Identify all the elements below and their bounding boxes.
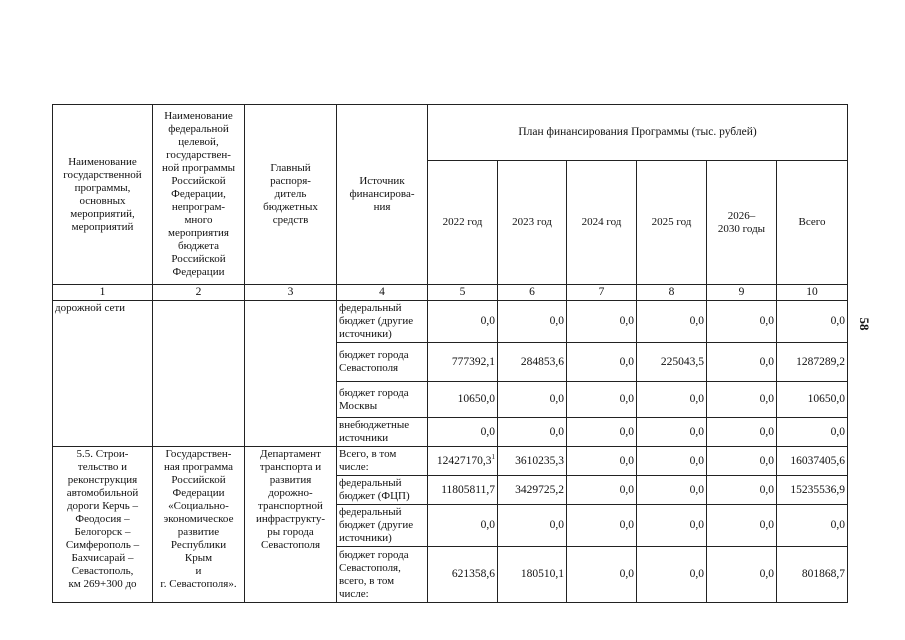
value-cell: 0,0	[637, 301, 707, 343]
header-year-2025: 2025 год	[637, 161, 707, 285]
value-cell: 0,0	[637, 476, 707, 505]
value-cell: 0,0	[637, 547, 707, 603]
column-number-row	[53, 285, 848, 301]
value-cell: 1287289,2	[777, 343, 848, 382]
footnote-marker: 1	[491, 452, 495, 461]
value-cell: 0,0	[777, 418, 848, 447]
col-number: 1	[53, 285, 153, 301]
value-cell: 0,0	[567, 505, 637, 547]
empty-cell	[153, 301, 245, 447]
funding-source-cell: бюджет города Москвы	[337, 382, 428, 418]
funding-source-cell: бюджет города Севастополя	[337, 343, 428, 382]
value-cell: 180510,1	[498, 547, 567, 603]
value-cell: 0,0	[498, 418, 567, 447]
header-year-2026-2030: 2026– 2030 годы	[707, 161, 777, 285]
value-text: 12427170,3	[436, 454, 492, 467]
value-cell: 0,0	[428, 505, 498, 547]
value-cell: 0,0	[498, 301, 567, 343]
value-cell: 801868,7	[777, 547, 848, 603]
col-number: 9	[707, 285, 777, 301]
value-cell: 0,0	[707, 382, 777, 418]
value-cell: 16037405,6	[777, 447, 848, 476]
funding-source-cell: бюджет города Севастополя, всего, в том числе:	[337, 547, 428, 603]
col-number: 6	[498, 285, 567, 301]
header-funding-source: Источник финансирова- ния	[337, 105, 428, 285]
value-cell: 0,0	[498, 505, 567, 547]
value-cell: 10650,0	[428, 382, 498, 418]
col-number: 2	[153, 285, 245, 301]
value-cell: 0,0	[567, 447, 637, 476]
header-federal-program: Наименование федеральной целевой, государствен- ной программы Российской Федерации, непрограм- много мероприятия бюджета Российской Федерации	[153, 105, 245, 285]
value-cell: 0,0	[567, 343, 637, 382]
header-total: Всего	[777, 161, 848, 285]
col-number: 5	[428, 285, 498, 301]
header-row-1	[53, 105, 848, 161]
col-number: 4	[337, 285, 428, 301]
col-number: 3	[245, 285, 337, 301]
col-number: 10	[777, 285, 848, 301]
value-cell: 3429725,2	[498, 476, 567, 505]
value-cell: 0,0	[707, 547, 777, 603]
value-cell: 777392,1	[428, 343, 498, 382]
value-cell: 0,0	[707, 505, 777, 547]
funding-source-cell: Всего, в том числе:	[337, 447, 428, 476]
page-number: 58	[857, 317, 872, 331]
header-budget-manager: Главный распоря- дитель бюджетных средств	[245, 105, 337, 285]
funding-source-cell: федеральный бюджет (другие источники)	[337, 301, 428, 343]
value-cell: 0,0	[637, 382, 707, 418]
value-cell: 0,0	[428, 301, 498, 343]
funding-source-cell: внебюджетные источники	[337, 418, 428, 447]
value-cell: 0,0	[777, 301, 848, 343]
value-cell: 0,0	[777, 505, 848, 547]
header-year-2023: 2023 год	[498, 161, 567, 285]
col-number: 7	[567, 285, 637, 301]
value-cell: 0,0	[567, 418, 637, 447]
value-cell: 11805811,7	[428, 476, 498, 505]
program-name-cell: 5.5. Строи- тельство и реконструкция автомобильной дороги Керчь – Феодосия – Белогорск – Симферополь – Бахчисарай – Севастополь, км 269+300 до	[53, 447, 153, 603]
value-cell: 15235536,9	[777, 476, 848, 505]
value-cell: 621358,6	[428, 547, 498, 603]
value-cell: 225043,5	[637, 343, 707, 382]
value-cell: 0,0	[637, 418, 707, 447]
table-row	[53, 301, 848, 343]
value-cell: 0,0	[567, 301, 637, 343]
value-cell: 0,0	[567, 382, 637, 418]
col-number: 8	[637, 285, 707, 301]
value-cell: 0,0	[498, 382, 567, 418]
empty-cell	[245, 301, 337, 447]
value-cell: 0,0	[567, 476, 637, 505]
table-row	[53, 447, 848, 476]
value-cell: 10650,0	[777, 382, 848, 418]
financing-table	[52, 104, 848, 603]
value-cell: 0,0	[707, 301, 777, 343]
header-financing-plan: План финансирования Программы (тыс. рублей)	[428, 105, 848, 161]
program-name-cell: дорожной сети	[53, 301, 153, 447]
value-cell: 0,0	[567, 547, 637, 603]
value-cell: 0,0	[707, 476, 777, 505]
funding-source-cell: федеральный бюджет (другие источники)	[337, 505, 428, 547]
value-cell: 0,0	[707, 418, 777, 447]
header-year-2022: 2022 год	[428, 161, 498, 285]
funding-source-cell: федеральный бюджет (ФЦП)	[337, 476, 428, 505]
value-cell: 0,0	[637, 505, 707, 547]
budget-manager-cell: Департамент транспорта и развития дорожно- транспортной инфраструкту- ры города Севастополя	[245, 447, 337, 603]
value-cell: 284853,6	[498, 343, 567, 382]
value-cell	[428, 447, 498, 476]
value-cell: 0,0	[707, 343, 777, 382]
federal-program-cell: Государствен- ная программа Российской Федерации «Социально- экономическое развитие Республики Крым и г. Севастополя».	[153, 447, 245, 603]
header-program-name: Наименование государственной программы, основных мероприятий, мероприятий	[53, 105, 153, 285]
value-cell: 0,0	[428, 418, 498, 447]
value-cell: 0,0	[637, 447, 707, 476]
header-year-2024: 2024 год	[567, 161, 637, 285]
value-cell: 0,0	[707, 447, 777, 476]
value-cell: 3610235,3	[498, 447, 567, 476]
